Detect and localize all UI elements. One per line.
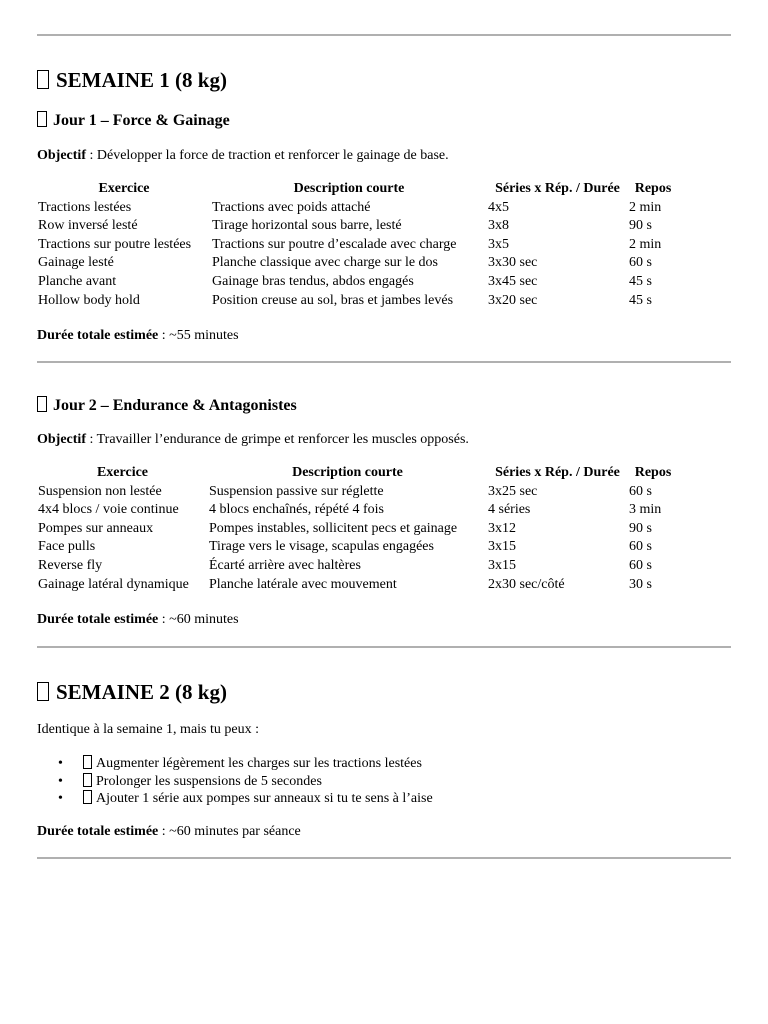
cell-description: Planche classique avec charge sur le dos <box>212 255 438 271</box>
day-1-title-text: Jour 1 – Force & Gainage <box>53 112 230 129</box>
duration-text: : ~60 minutes <box>158 612 239 627</box>
header-description: Description courte <box>292 465 403 480</box>
cell-exercise: Pompes sur anneaux <box>38 520 154 536</box>
cell-description: Pompes instables, sollicitent pecs et gainage <box>209 520 458 536</box>
week-2-heading <box>37 680 731 704</box>
day-2-heading <box>37 396 731 416</box>
cell-exercise: 4x4 blocs / voie continue <box>38 502 179 518</box>
header-exercise: Exercice <box>96 465 149 480</box>
missing-glyph-icon <box>83 790 92 804</box>
missing-glyph-icon <box>83 755 92 769</box>
cell-description: Tirage vers le visage, scapulas engagées <box>209 539 434 555</box>
cell-exercise: Hollow body hold <box>38 292 140 308</box>
table-row <box>37 236 678 255</box>
cell-exercise: Tractions lestées <box>38 199 132 215</box>
cell-sets-reps: 3x20 sec <box>488 292 538 308</box>
cell-description: Tirage horizontal sous barre, lesté <box>212 218 402 234</box>
duration-text: : ~60 minutes par séance <box>158 824 301 839</box>
cell-description: Suspension passive sur réglette <box>209 483 384 499</box>
objective-text: : Travailler l’endurance de grimpe et renforcer les muscles opposés. <box>85 432 469 447</box>
cell-sets-reps: 2x30 sec/côté <box>488 576 565 592</box>
table-row <box>37 217 678 236</box>
cell-exercise: Planche avant <box>38 273 117 289</box>
day-1-heading <box>37 111 731 131</box>
cell-exercise: Tractions sur poutre lestées <box>38 236 192 252</box>
day-2-title <box>37 396 731 416</box>
cell-sets-reps: 3x15 <box>488 539 516 555</box>
cell-rest: 90 s <box>629 218 652 234</box>
cell-rest: 30 s <box>629 576 652 592</box>
missing-glyph-icon <box>37 682 49 701</box>
header-sets-reps: Séries x Rép. / Durée <box>495 181 620 196</box>
week-2-intro <box>37 721 731 739</box>
cell-rest: 45 s <box>629 273 652 289</box>
cell-sets-reps: 4 séries <box>488 502 531 518</box>
day-1-table-wrapper <box>37 180 731 310</box>
table-header-row <box>37 464 678 483</box>
objective-label: Objectif <box>37 432 86 447</box>
adjustment-list <box>37 755 731 808</box>
cell-exercise: Gainage latéral dynamique <box>38 576 189 592</box>
list-item <box>37 755 731 773</box>
cell-sets-reps: 3x30 sec <box>488 255 538 271</box>
cell-exercise: Gainage lesté <box>38 255 114 271</box>
cell-rest: 60 s <box>629 255 652 271</box>
cell-sets-reps: 3x15 <box>488 557 516 573</box>
bullet-icon: • <box>58 773 63 789</box>
duration-label: Durée totale estimée <box>37 612 159 627</box>
cell-exercise: Suspension non lestée <box>38 483 162 499</box>
cell-sets-reps: 3x5 <box>488 236 509 252</box>
cell-rest: 60 s <box>629 539 652 555</box>
list-item <box>37 790 731 808</box>
day-1-duration <box>37 327 731 345</box>
horizontal-rule <box>37 857 731 859</box>
cell-rest: 2 min <box>629 199 662 215</box>
bullet-icon: • <box>58 756 63 771</box>
duration-label: Durée totale estimée <box>37 824 159 839</box>
cell-description: Tractions sur poutre d’escalade avec charge <box>212 236 457 252</box>
week-2-duration <box>37 823 731 841</box>
day-2-table-wrapper <box>37 464 731 594</box>
day-2-exercise-table <box>37 464 678 594</box>
horizontal-rule <box>37 34 731 36</box>
day-2-duration <box>37 611 731 629</box>
cell-rest: 90 s <box>629 520 652 536</box>
header-description: Description courte <box>293 181 405 196</box>
table-row <box>37 292 678 311</box>
table-row <box>37 483 678 502</box>
cell-sets-reps: 3x12 <box>488 520 516 536</box>
cell-sets-reps: 3x8 <box>488 218 509 234</box>
table-row <box>37 199 678 218</box>
cell-exercise: Face pulls <box>38 539 96 555</box>
duration-text: : ~55 minutes <box>158 328 239 343</box>
day-2-title-text: Jour 2 – Endurance & Antagonistes <box>53 397 297 414</box>
cell-description: Gainage bras tendus, abdos engagés <box>212 273 414 289</box>
week-1-heading <box>37 68 731 92</box>
table-row <box>37 520 678 539</box>
day-1-exercise-table <box>37 180 678 310</box>
day-2-objective <box>37 431 731 449</box>
cell-exercise: Reverse fly <box>38 557 103 573</box>
cell-sets-reps: 4x5 <box>488 199 509 215</box>
cell-rest: 45 s <box>629 292 652 308</box>
header-sets-reps: Séries x Rép. / Durée <box>495 465 620 480</box>
cell-exercise: Row inversé lesté <box>38 218 138 234</box>
header-rest: Repos <box>634 465 672 480</box>
table-row <box>37 254 678 273</box>
week-2-title-text: SEMAINE 2 (8 kg) <box>56 680 227 704</box>
missing-glyph-icon <box>37 111 47 127</box>
table-row <box>37 538 678 557</box>
header-exercise: Exercice <box>98 181 150 196</box>
week-2-intro-text: Identique à la semaine 1, mais tu peux : <box>37 722 259 737</box>
horizontal-rule <box>37 646 731 648</box>
table-row <box>37 576 678 595</box>
missing-glyph-icon <box>37 396 47 412</box>
objective-text: : Développer la force de traction et renforcer le gainage de base. <box>85 148 449 163</box>
cell-sets-reps: 3x45 sec <box>488 273 538 289</box>
cell-sets-reps: 3x25 sec <box>488 483 538 499</box>
cell-description: Planche latérale avec mouvement <box>209 576 397 592</box>
week-1-title-text: SEMAINE 1 (8 kg) <box>56 68 227 92</box>
table-header-row <box>37 180 678 199</box>
cell-description: Écarté arrière avec haltères <box>209 557 361 573</box>
day-1-title <box>37 111 731 131</box>
table-row <box>37 501 678 520</box>
list-item-text: Ajouter 1 série aux pompes sur anneaux si tu te sens à l’aise <box>96 791 433 806</box>
missing-glyph-icon <box>37 70 49 89</box>
table-row <box>37 557 678 576</box>
horizontal-rule <box>37 361 731 363</box>
week-2-title <box>37 680 731 704</box>
week-2-list <box>37 755 731 808</box>
cell-rest: 60 s <box>629 557 652 573</box>
day-1-objective <box>37 147 731 165</box>
cell-rest: 2 min <box>629 236 662 252</box>
cell-description: 4 blocs enchaînés, répété 4 fois <box>209 502 384 518</box>
duration-label: Durée totale estimée <box>37 328 159 343</box>
cell-rest: 3 min <box>629 502 662 518</box>
list-item <box>37 773 731 791</box>
cell-description: Tractions avec poids attaché <box>212 199 371 215</box>
week-1-title <box>37 68 731 92</box>
header-rest: Repos <box>634 181 672 196</box>
missing-glyph-icon <box>83 773 92 787</box>
cell-description: Position creuse au sol, bras et jambes levés <box>212 292 454 308</box>
list-item-text: Prolonger les suspensions de 5 secondes <box>96 773 322 789</box>
bullet-icon: • <box>58 791 63 806</box>
objective-label: Objectif <box>37 148 86 163</box>
list-item-text: Augmenter légèrement les charges sur les tractions lestées <box>96 756 422 771</box>
table-row <box>37 273 678 292</box>
cell-rest: 60 s <box>629 483 652 499</box>
